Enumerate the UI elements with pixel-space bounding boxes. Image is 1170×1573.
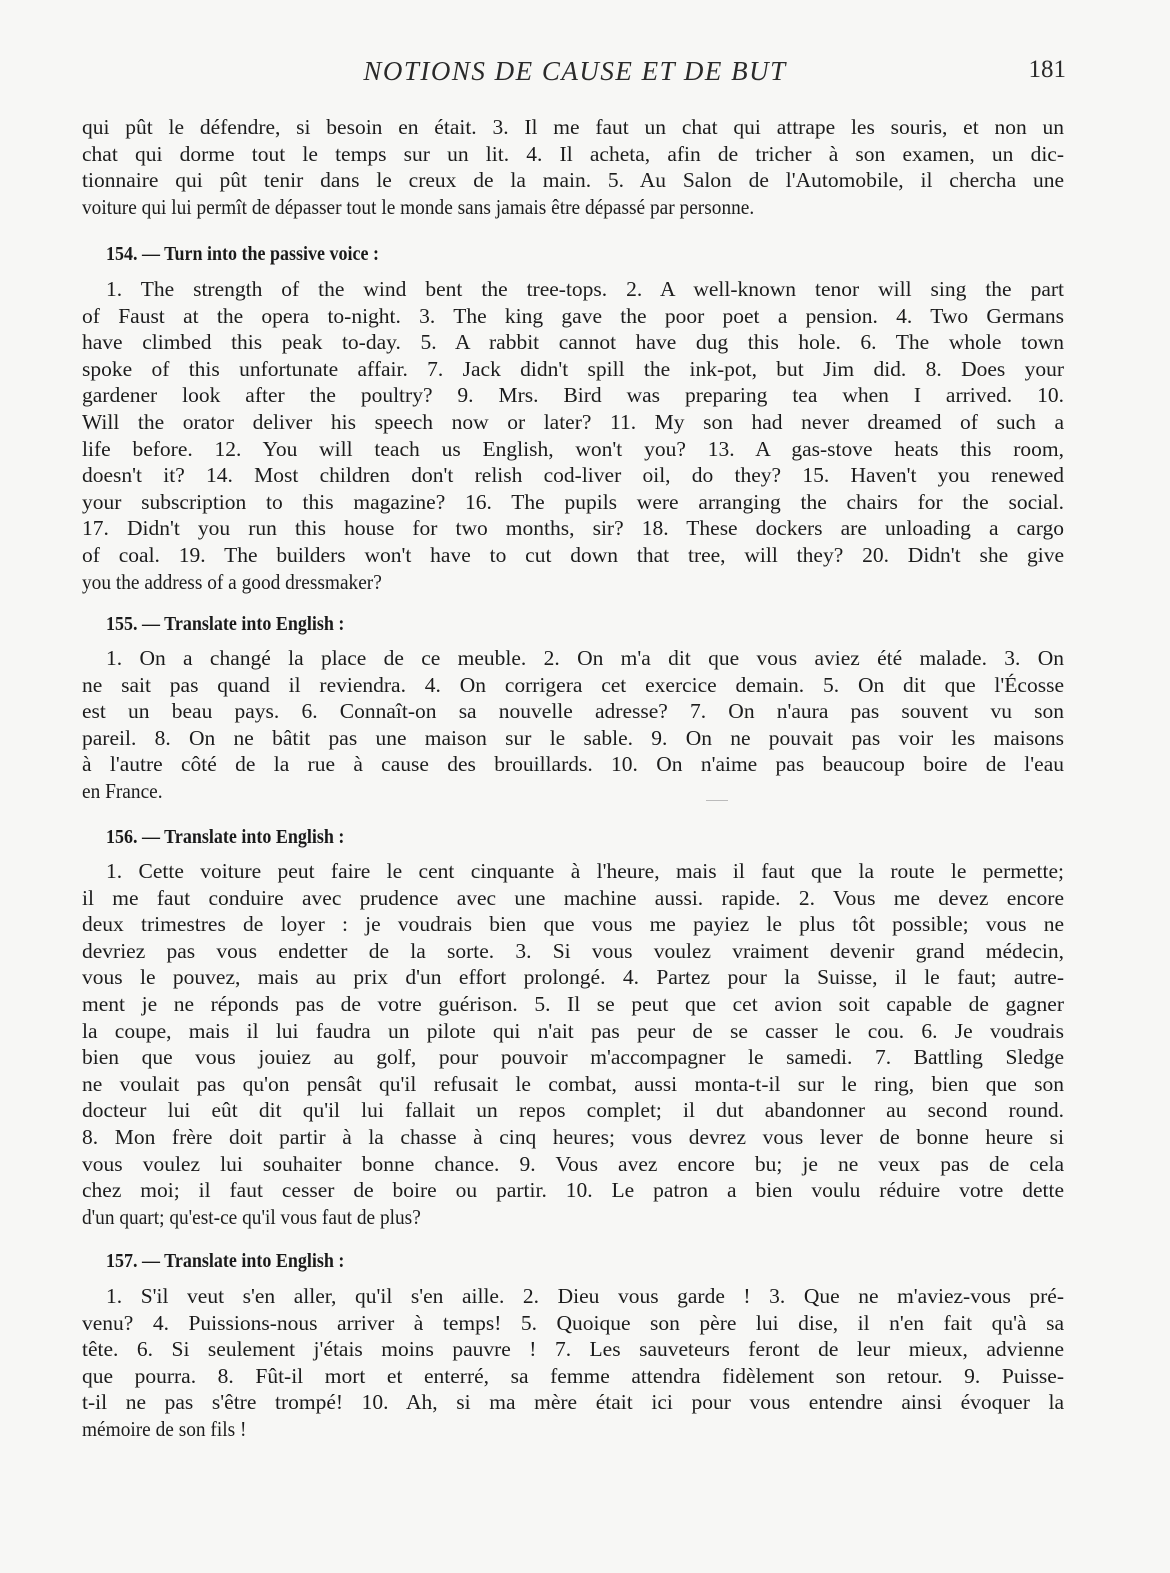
text-line: 1. S'il veut s'en aller, qu'il s'en aille. 2. Dieu vous garde ! 3. Que ne m'aviez-vous pré- [106, 1284, 1064, 1308]
text-line: chez moi; il faut cesser de boire ou partir. 10. Le patron a bien voulu réduire votre dette [82, 1178, 1064, 1203]
exercise-heading: 154. — Turn into the passive voice : [106, 243, 380, 265]
text-line: chat qui dorme tout le temps sur un lit. 4. Il acheta, afin de tricher à son examen, un dic- [82, 141, 1064, 166]
text-line: à l'autre côté de la rue à cause des brouillards. 10. On n'aime pas beaucoup boire de l'eau [82, 752, 1064, 777]
text-line: tête. 6. Si seulement j'étais moins pauvre ! 7. Les sauveteurs feront de leur mieux, advienne [82, 1337, 1064, 1362]
text-line: que pourra. 8. Fût-il mort et enterré, sa femme attendra fidèlement son retour. 9. Puisse- [82, 1363, 1064, 1388]
text-line: spoke of this unfortunate affair. 7. Jack didn't spill the ink-pot, but Jim did. 8. Does your [82, 356, 1064, 381]
text-line: deux trimestres de loyer : je voudrais bien que vous me payiez le plus tôt possible; vous ne [82, 912, 1064, 937]
text-line: ne voulait pas qu'on pensât qu'il refusait le combat, aussi monta-t-il sur le ring, bien que son [82, 1071, 1064, 1096]
text-line: 1. On a changé la place de ce meuble. 2. On m'a dit que vous aviez été malade. 3. On [106, 646, 1064, 670]
text-line: you the address of a good dressmaker? [82, 569, 382, 594]
text-line: en France. [82, 779, 163, 803]
text-line: 1. The strength of the wind bent the tree-tops. 2. A well-known tenor will sing the part [106, 277, 1064, 301]
text-line: la coupe, mais il lui faudra un pilote qui n'ait pas peur de se casser le cou. 6. Je voudrais [82, 1018, 1064, 1043]
text-line: devriez pas vous endetter de la sorte. 3. Si vous voulez vraiment devenir grand médecin, [82, 938, 1064, 963]
exercise-heading: 157. — Translate into English : [106, 1250, 345, 1272]
text-line: venu? 4. Puissions-nous arriver à temps! 5. Quoique son père lui dise, il n'en fait qu'à sa [82, 1310, 1064, 1335]
text-line: Will the orator deliver his speech now or later? 11. My son had never dreamed of such a [82, 410, 1064, 434]
text-line: ne sait pas quand il reviendra. 4. On corrigera cet exercice demain. 5. On dit que l'Écosse [82, 672, 1064, 697]
print-speck [706, 800, 728, 801]
text-line: 8. Mon frère doit partir à la chasse à cinq heures; vous devrez vous lever de bonne heure si [82, 1125, 1064, 1149]
text-line: voiture qui lui permît de dépasser tout le monde sans jamais être dépassé par personne. [82, 194, 755, 219]
running-head [0, 56, 1170, 90]
text-line: bien que vous jouiez au golf, pour pouvoir m'accompagner le samedi. 7. Battling Sledge [82, 1045, 1064, 1070]
text-line: t-il ne pas s'être trompé! 10. Ah, si ma mère était ici pour vous entendre ainsi évoquer la [82, 1390, 1064, 1415]
exercise-heading: 155. — Translate into English : [106, 613, 345, 635]
exercise-heading: 156. — Translate into English : [106, 826, 345, 848]
text-line: vous le pouvez, mais au prix d'un effort prolongé. 4. Partez pour la Suisse, il le faut; autre- [82, 965, 1064, 990]
text-line: gardener look after the poultry? 9. Mrs. Bird was preparing tea when I arrived. 10. [82, 383, 1064, 408]
text-line: d'un quart; qu'est-ce qu'il vous faut de plus? [82, 1204, 421, 1229]
text-line: tionnaire qui pût tenir dans le creux de la main. 5. Au Salon de l'Automobile, il chercha une [82, 168, 1064, 193]
text-line: qui pût le défendre, si besoin en était. 3. Il me faut un chat qui attrape les souris, et non un [82, 115, 1064, 139]
running-title: NOTIONS DE CAUSE ET DE BUT [363, 56, 787, 86]
text-line: vous voulez lui souhaiter bonne chance. 9. Vous avez encore bu; je ne veux pas de cela [82, 1151, 1064, 1176]
text-line: your subscription to this magazine? 16. The pupils were arranging the chairs for the social. [82, 489, 1064, 514]
text-line: of Faust at the opera to-night. 3. The king gave the poor poet a pension. 4. Two Germans [82, 303, 1064, 328]
text-line: il me faut conduire avec prudence avec une machine aussi. rapide. 2. Vous me devez encore [82, 885, 1064, 910]
text-line: have climbed this peak to-day. 5. A rabbit cannot have dug this hole. 6. The whole town [82, 330, 1064, 355]
text-line: of coal. 19. The builders won't have to cut down that tree, will they? 20. Didn't she give [82, 543, 1064, 567]
text-line: est un beau pays. 6. Connaît-on sa nouvelle adresse? 7. On n'aura pas souvent vu son [82, 699, 1064, 724]
text-line: ment je ne réponds pas de votre guérison. 5. Il se peut que cet avion soit capable de gagner [82, 992, 1064, 1016]
text-line: life before. 12. You will teach us English, won't you? 13. A gas-stove heats this room, [82, 436, 1064, 461]
text-line: mémoire de son fils ! [82, 1417, 247, 1441]
page-number: 181 [1028, 56, 1066, 83]
text-line: 17. Didn't you run this house for two months, sir? 18. These dockers are unloading a cargo [82, 516, 1064, 541]
text-line: docteur lui eût dit qu'il lui fallait un repos complet; il dut abandonner au second round. [82, 1098, 1064, 1123]
text-line: doesn't it? 14. Most children don't relish cod-liver oil, do they? 15. Haven't you renewed [82, 463, 1064, 488]
text-line: 1. Cette voiture peut faire le cent cinquante à l'heure, mais il faut que la route le permette; [106, 859, 1064, 883]
text-line: pareil. 8. On ne bâtit pas une maison sur le sable. 9. On ne pouvait pas voir les maisons [82, 725, 1064, 750]
